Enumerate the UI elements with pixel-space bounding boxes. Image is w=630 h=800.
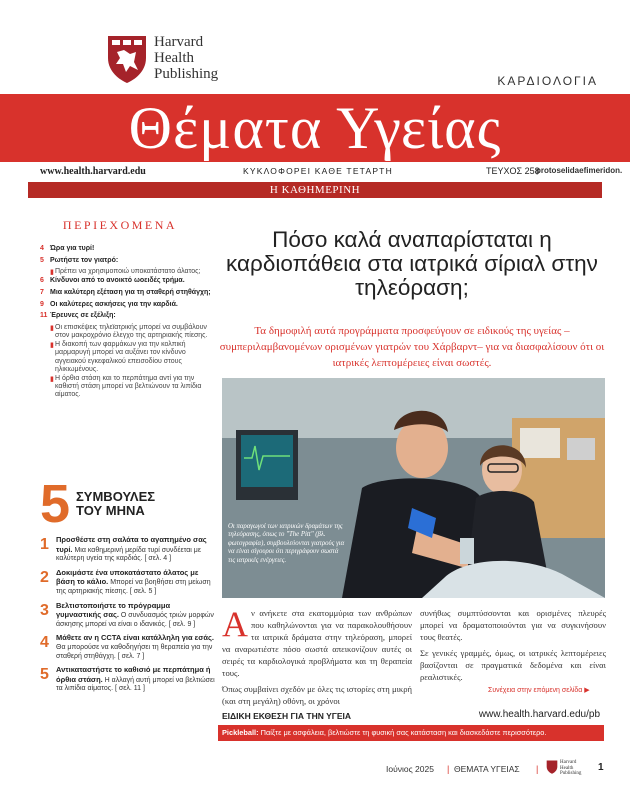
tip-item	[40, 569, 215, 597]
special-report-url[interactable]: www.health.harvard.edu/pb	[478, 709, 600, 720]
website-url[interactable]: www.health.harvard.edu	[40, 166, 146, 177]
toc-item-text: Ρωτήστε τον γιατρό:	[50, 256, 119, 264]
tip-heading: Αντικαταστήστε το καθισιό με περπάτημα ή όρθια στάση.	[56, 665, 211, 684]
newspaper-name: Η ΚΑΘΗΜΕΡΙΝΗ	[269, 184, 361, 196]
toc-page-number: 6	[40, 277, 44, 285]
bullet-icon: ▮	[50, 269, 54, 277]
toc-item[interactable]	[40, 257, 212, 266]
pickleball-banner	[218, 725, 604, 741]
col2-paragraph-2: Σε γενικές γραμμές, όμως, οι ιατρικές λεπτομέρειες βασίζονται σε πραγματικά δεδομένα και είναι ρεαλιστικές.	[420, 648, 606, 682]
tip-heading: Προσθέστε στη σαλάτα το αγαπημένο σας τυρί.	[56, 535, 207, 554]
toc-item[interactable]	[40, 289, 212, 298]
tip-heading: Μάθετε αν η CCTA είναι κατάλληλη για εσάς.	[56, 633, 214, 643]
special-report-bar	[218, 711, 604, 725]
toc-page-number: 5	[40, 256, 44, 264]
toc-item[interactable]	[40, 301, 212, 310]
article-column-2	[420, 607, 606, 687]
tip-number: 5	[40, 666, 49, 684]
tip-item	[40, 666, 215, 694]
bullet-icon: ▮	[50, 342, 54, 350]
publication-title: Θέματα Υγείας	[128, 95, 502, 161]
toc-item[interactable]	[40, 312, 212, 321]
tip-text: Μια καθημερινή μερίδα τυρί συνδέεται με καλύτερη υγεία της καρδιάς. [ σελ. 4 ]	[56, 546, 201, 563]
footer-logo-line3: Publishing	[560, 771, 582, 776]
footer-logo-line2: Health	[560, 765, 574, 771]
col1-paragraph-2: Όπως συμβαίνει σχεδόν με όλες τις ιστορίες στη μικρή (και στη μεγάλη) οθόνη, οι χρόνοι	[222, 684, 412, 706]
tip-text: Μπορεί να βοηθήσει στη μείωση της αρτηριακής πίεσης. [ σελ. 5 ]	[56, 579, 211, 595]
special-report-label: ΕΙΔΙΚΗ ΕΚΘΕΣΗ ΓΙΑ ΤΗΝ ΥΓΕΙΑ	[222, 711, 352, 721]
section-label: ΚΑΡΔΙΟΛΟΓΙΑ	[497, 74, 598, 88]
tip-text: Θα μπορούσε να καθοδηγήσει τη θεραπεία για την σταθερή στηθάγχη. [ σελ. 7 ]	[56, 643, 213, 660]
footer-separator: |	[536, 764, 539, 774]
tip-number: 2	[40, 568, 49, 586]
tips-box	[40, 474, 215, 699]
harvard-shield-icon	[106, 34, 148, 84]
logo-line2: Health	[154, 50, 194, 66]
table-of-contents	[40, 218, 212, 401]
tip-number: 4	[40, 634, 49, 652]
article-standfirst: Τα δημοφιλή αυτά προγράμματα προσφεύγουν σε ειδικούς της υγείας –συμπεριλαμβανομένων ορισμένων γιατρών του Χάρβαρντ– για να διασφαλίσουν ότι οι ιατρικές λεπτομέρειες είναι σωστές.	[219, 325, 605, 369]
toc-item-text: Οι καλύτερες ασκήσεις για την καρδιά.	[50, 300, 178, 308]
toc-subitem[interactable]	[50, 341, 212, 374]
article-column-1	[222, 604, 412, 711]
footer-date: Ιούνιος 2025	[386, 764, 434, 774]
toc-subitem-text: Η όρθια στάση και το περπάτημα αντί για την καθιστή στάση μπορεί να βελτιώνουν τα λιπίδια αίματος.	[55, 374, 202, 399]
logo-line1: Harvard	[154, 34, 204, 50]
toc-page-number: 7	[40, 288, 44, 296]
tip-heading: Δοκιμάστε ένα υποκατάστατο άλατος με βάση το κάλιο.	[56, 567, 199, 587]
footer-separator: |	[447, 764, 450, 774]
issue-frequency: ΚΥΚΛΟΦΟΡΕΙ ΚΑΘΕ ΤΕΤΑΡΤΗ	[243, 166, 393, 176]
toc-subitem-text: Η διακοπή των φαρμάκων για την κολπική μαρμαρυγή μπορεί να αυξάνει τον κίνδυνο αγγειακού εγκεφαλικού επεισοδίου στους ηλικιωμένους.	[55, 341, 186, 373]
footer-logo	[546, 760, 581, 777]
footer-logo-line1: Harvard	[560, 760, 577, 765]
continue-link[interactable]: Συνέχεια στην επόμενη σελίδα ▶	[488, 687, 590, 694]
watermark-text: protoselidaefimeridon.	[536, 166, 623, 175]
toc-page-number: 4	[40, 245, 44, 252]
col1-paragraph-1: ν ανήκετε στα εκατομμύρια των ανθρώπων που καθηλώνονται για να παρακολουθήσουν τα ιατρικά δράματα στην τηλεόραση, μπορεί να αναρωτιέστε πόσο σωστά απεικονίζουν αυτές οι σειρές τα καρδιολογικά προβλήματα και τη θεραπεία τους.	[222, 608, 412, 678]
tip-item	[40, 634, 215, 661]
tips-header	[40, 474, 215, 534]
page-footer	[0, 760, 630, 780]
tips-title-line2: ΤΟΥ ΜΗΝΑ	[76, 503, 145, 518]
tip-text: Ο συνδυασμός τριών μορφών άσκησης μπορεί να είναι ο ιδανικός. [ σελ. 9 ]	[56, 612, 214, 628]
toc-page-number: 9	[40, 300, 44, 308]
tip-text: Η αλλαγή αυτή μπορεί να βελτιώσει τα λιπίδια αίματος. [ σελ. 11 ]	[56, 676, 215, 693]
toc-item[interactable]	[40, 245, 212, 254]
toc-title: ΠΕΡΙΕΧΟΜΕΝΑ	[62, 218, 178, 232]
toc-subitem[interactable]	[50, 268, 212, 276]
toc-item[interactable]	[40, 277, 212, 286]
col2-paragraph-1: συνήθως συμπτύσσονται και ορισμένες πλευρές μπορεί να δραματοποιούνται για να συγκινήσουν τους θεατές.	[420, 608, 606, 642]
issue-number: ΤΕΥΧΟΣ 258	[486, 166, 540, 176]
bullet-icon: ▮	[50, 324, 54, 332]
toc-item-text: Μια καλύτερη εξέταση για τη σταθερή στηθάγχη;	[50, 288, 211, 296]
pickleball-text: Παίξτε με ασφάλεια, βελτιώστε τη φυσική σας κατάσταση και διασκεδάστε περισσότερο.	[258, 728, 547, 737]
toc-subitem-text: Οι επισκέψεις τηλεϊατρικής μπορεί να συμβάλουν στον μακροχρόνιο έλεγχο της αρτηριακής πίεσης.	[55, 323, 208, 339]
toc-item-text: Κίνδυνοι από το ανοικτό ωοειδές τρήμα.	[50, 277, 185, 285]
harvard-health-logo	[106, 34, 218, 84]
tip-item	[40, 536, 215, 564]
masthead-subline	[0, 166, 630, 180]
tip-heading: Βελτιστοποιήστε το πρόγραμμα γυμναστικής σας.	[56, 600, 171, 620]
tip-number: 3	[40, 601, 49, 619]
tips-title-line1: ΣΥΜΒΟΥΛΕΣ	[76, 489, 156, 504]
page-number: 1	[598, 762, 604, 773]
toc-subitem[interactable]	[50, 375, 212, 400]
photo-caption: Οι παραγωγοί των ιατρικών δραμάτων της τηλεόρασης, όπως το "The Pitt" (βλ. φωτογραφία), συμβουλεύονται γιατρούς για να είναι σίγουροι ότι περιγράφουν σωστά τις ιατρικές ενέργειες.	[228, 523, 345, 564]
toc-subitem-text: Πρέπει να χρησιμοποιώ υποκατάστατο άλατος;	[55, 268, 201, 276]
article-headline: Πόσο καλά αναπαρίσταται η καρδιοπάθεια στα ιατρικά σίριαλ στην τηλεόραση;	[226, 227, 598, 300]
footer-title: ΘΕΜΑΤΑ ΥΓΕΙΑΣ	[454, 764, 520, 774]
tip-item	[40, 602, 215, 630]
harvard-shield-icon	[546, 760, 558, 774]
bullet-icon: ▮	[50, 375, 54, 383]
logo-line3: Publishing	[154, 66, 219, 82]
toc-item-text: Ώρα για τυρί!	[50, 245, 95, 252]
dropcap: Α	[222, 604, 248, 644]
toc-item-text: Έρευνες σε εξέλιξη:	[50, 312, 116, 320]
tip-number: 1	[40, 536, 49, 553]
toc-page-number: 11	[40, 312, 48, 320]
newspaper-bar	[28, 182, 602, 198]
pickleball-label: Pickleball:	[222, 728, 259, 737]
toc-subitem[interactable]	[50, 324, 212, 340]
tips-big-number: 5	[40, 474, 71, 534]
masthead	[0, 0, 630, 205]
